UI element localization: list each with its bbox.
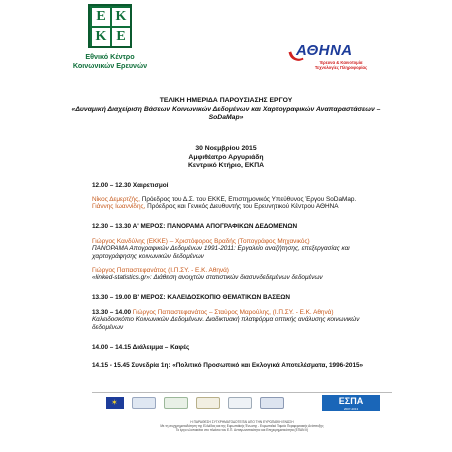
speaker-line [92, 203, 422, 210]
athena-subtitle-line: Τεχνολογίες Πληροφορίας [314, 65, 368, 70]
talk-title: Καλειδοσκόπιο Κοινωνικών Δεδομένων. Διαδικτυακή πλατφόρμα οπτικής ανάλυσης κοινωνικών [92, 316, 360, 324]
program-entry [92, 182, 422, 189]
program-section-heading: 13.30 – 19.00 Β' ΜΕΡΟΣ: ΚΑΛΕΙΔΟΣΚΟΠΙΟ ΘΕΜΑΤΙΚΩΝ ΒΑΣΕΩΝ [92, 294, 291, 301]
speaker-names: Γιώργος Κανδύλης (ΕΚΚΕ) – Χριστόφορος Βραδής (Τοπογράφος Μηχανικός) [92, 238, 310, 245]
funding-line: Το έργο υλοποιείται στο πλαίσιο του Ε.Π. Ανταγωνιστικότητα και Επιχειρηματικότητα (ΕΠΑΝ ΙΙ) [175, 428, 309, 432]
title-project-line: «Δυναμική Διαχείριση Βάσεων Κοινωνικών Δεδομένων και Χαρτογραφικών Αναπαραστάσεων – [71, 105, 381, 113]
athena-logo: ΑΘΗΝΑ [296, 42, 353, 59]
program-entry [92, 223, 422, 230]
program-time: 13.30 – 14.00 [92, 309, 132, 316]
program-time: 12.00 – 12.30 Χαιρετισμοί [92, 182, 169, 189]
espa-logo: ΕΣΠΑ [322, 395, 380, 411]
programme-logo-icon [164, 397, 188, 409]
secretariat-logo-icon [196, 397, 220, 409]
footer-logos [92, 392, 392, 414]
speaker-names: Γιώργος Παπαστεφανάτος (Ι.Π.ΣΥ. - Ε.Κ. Αθηνά) [92, 267, 229, 274]
speaker-name: Νίκος Δεμερτζής, [92, 196, 140, 203]
speaker-role: Πρόεδρος του Δ.Σ. του ΕΚΚΕ, Επιστημονικός Υπεύθυνος Έργου SoDaMap. [139, 196, 357, 203]
ekke-caption-line: Εθνικό Κέντρο [85, 52, 135, 61]
ministry-logo-icon [132, 397, 156, 409]
title-project-line: SoDaMap» [208, 114, 244, 122]
speaker-name: Γιάννης Ιωαννίδης, [92, 203, 146, 211]
program-entry [92, 362, 422, 369]
event-venue: Αμφιθέατρο Αργυριάδη [188, 153, 264, 161]
ekke-caption [50, 52, 170, 70]
funding-statement [112, 420, 372, 432]
talk-title: ΠΑΝΟΡΑΜΑ Απογραφικών Δεδομένων 1991-2011: Εργαλείο αναζήτησης, επεξεργασίας και [92, 245, 350, 253]
speaker-names: Γιώργος Παπαστεφανάτος – Σταύρος Μαρούλης, (Ι.Π.ΣΥ. - Ε.Κ. Αθηνά) [131, 309, 334, 316]
program-entry [92, 309, 422, 331]
ekke-logo-letter: Ε [112, 28, 130, 46]
funding-line: Η ΠΑΡΑΘΕΣΗ ΣΥΓΧΡΗΜΑΤΟΔΟΤΕΙΤΑΙ ΑΠΟ ΤΗΝ ΕΥΡΩΠΑΪΚΗ ΕΝΩΣΗ [190, 420, 294, 424]
title-line: ΤΕΛΙΚΗ ΗΜΕΡΙΔΑ ΠΑΡΟΥΣΙΑΣΗΣ ΕΡΓΟΥ [159, 97, 293, 104]
event-date: 30 Νοεμβρίου 2015 [195, 145, 257, 152]
epan-logo-icon [228, 397, 252, 409]
program-entry [92, 344, 422, 351]
speaker-role: Πρόεδρος και Γενικός Διευθυντής του Ερευνητικού Κέντρου ΑΘΗΝΑ [145, 203, 339, 211]
program-entry [92, 267, 422, 282]
talk-title: «linked-statistics.gr»: Διάθεση ανοιχτών στατιστικών διασυνδεδεμένων δεδομένων [92, 274, 323, 282]
athena-subtitle [304, 60, 378, 70]
event-place: Κεντρικό Κτήριο, ΕΚΠΑ [187, 162, 265, 170]
program-time: 14.00 – 14.15 Διάλειμμα – Καφές [92, 344, 190, 351]
program-time: 14.15 - 15.45 Συνεδρία 1η: «Πολιτικό Προσωπικό και Εκλογικά Αποτελέσματα, 1996-2015» [92, 362, 364, 369]
ekke-logo [88, 4, 132, 48]
athena-subtitle-line: Έρευνα & Καινοτομία [319, 60, 363, 65]
talk-title: δεδομένων [92, 323, 124, 331]
ekke-logo-letter: Κ [112, 8, 130, 26]
event-title [30, 97, 422, 123]
program-entry [92, 196, 422, 211]
program-section-heading: 12.30 – 13.30 Α' ΜΕΡΟΣ: ΠΑΝΟΡΑΜΑ ΑΠΟΓΡΑΦΙΚΩΝ ΔΕΔΟΜΕΝΩΝ [92, 223, 298, 230]
ekke-caption-line: Κοινωνικών Ερευνών [72, 61, 148, 70]
ekke-logo-letter: Ε [92, 8, 110, 26]
eu-flag-icon [106, 397, 124, 409]
gsrt-logo-icon [260, 397, 284, 409]
program-entry [92, 238, 422, 260]
talk-title: χαρτογράφησης κοινωνικών δεδομένων [92, 252, 204, 260]
espa-period: 2007-2013 [343, 407, 359, 411]
ekke-logo-letter: Κ [92, 28, 110, 46]
event-details [30, 145, 422, 171]
funding-line: Με τη συγχρηματοδότηση της Ελλάδας και της Ευρωπαϊκής Ένωσης - Ευρωπαϊκό Ταμείο Περιφερειακής Ανάπτυξης [160, 424, 324, 428]
program-entry [92, 294, 422, 301]
